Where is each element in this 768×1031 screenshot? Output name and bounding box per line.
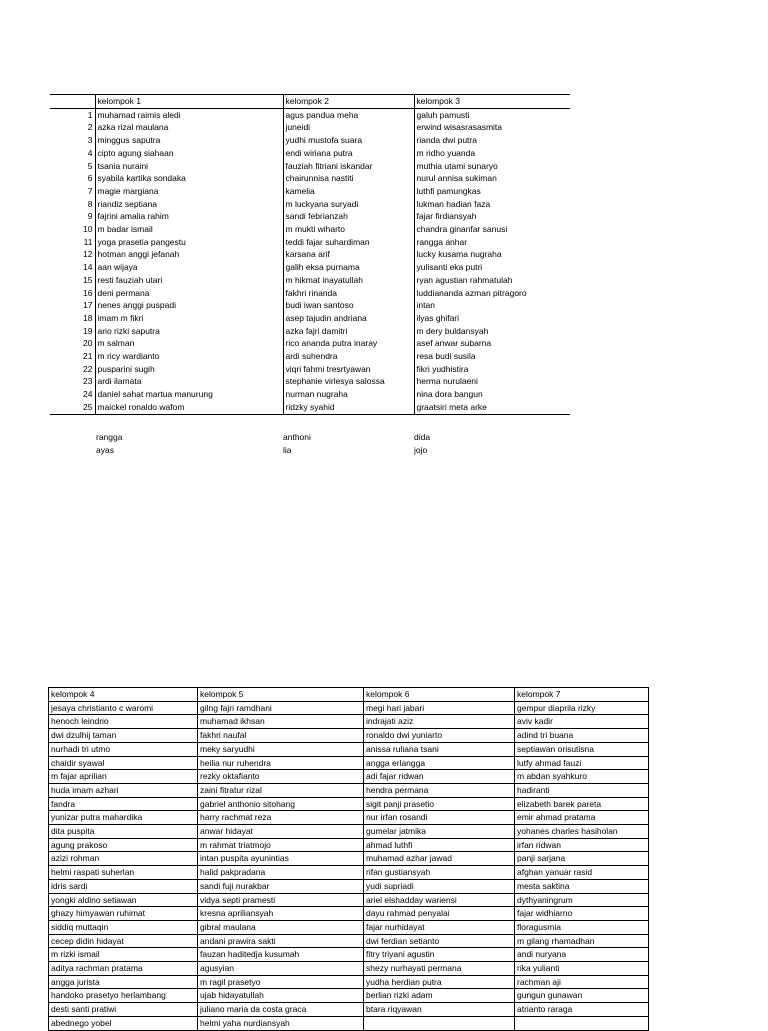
table-row [50, 147, 570, 160]
member-name: azka fajri damitri [283, 325, 414, 338]
group-table-2 [48, 687, 649, 1031]
member-name: luddiananda azman pitragoro [416, 287, 527, 298]
member-name: agung prakoso [49, 838, 198, 852]
member-name: m luckyana suryadi [283, 198, 414, 211]
extra-name: dida [414, 432, 431, 442]
row-number: 19 [50, 325, 95, 338]
member-name: yoga prasetia pangestu [95, 236, 283, 249]
table-row [50, 172, 570, 185]
member-name: m salman [95, 337, 283, 350]
member-name: sandi febrianzah [283, 210, 414, 223]
member-name: lucky kusama nugraha [416, 249, 502, 260]
member-name: chandra ginanfar sanusi [416, 224, 508, 235]
row-number: 23 [50, 375, 95, 388]
table-row [50, 223, 570, 236]
member-name: endi wiriana putra [283, 147, 414, 160]
member-name: helmi raspati suherlan [49, 866, 198, 880]
member-name: adind tri buana [515, 729, 649, 743]
extra-name: jojo [414, 444, 428, 455]
table-row [50, 236, 570, 249]
table-row [49, 879, 649, 893]
member-name: rezky oktafianto [198, 770, 364, 784]
member-name: dita puspita [49, 825, 198, 839]
member-name: kamelia [283, 185, 414, 198]
member-name: m hikmat inayatullah [283, 274, 414, 287]
member-name: intan puspita ayunintias [198, 852, 364, 866]
member-name: aditya rachman pratama [49, 962, 198, 976]
member-name: fakhri naufal [198, 729, 364, 743]
table-header-row [50, 95, 570, 109]
member-name: abednego yobel [49, 1016, 198, 1030]
member-name: sigit panji prasetio [364, 797, 515, 811]
member-name: pusparini sugih [95, 363, 283, 376]
member-name: lukman hadian faza [416, 198, 491, 209]
member-name: megi hari jabari [364, 701, 515, 715]
table-row [50, 312, 570, 325]
member-name: henoch leindrio [49, 715, 198, 729]
table-row [50, 287, 570, 300]
member-name: anwar hidayat [198, 825, 364, 839]
member-name: harry rachmat reza [198, 811, 364, 825]
member-name [364, 1016, 515, 1030]
table-row [50, 363, 570, 376]
member-name: daniel sahat martua manurung [95, 388, 283, 401]
member-name: dythyaningrum [515, 893, 649, 907]
member-name: imam m fikri [95, 312, 283, 325]
member-name: stephanie virlesya salossa [283, 375, 414, 388]
member-name: fajar nurhidayat [364, 920, 515, 934]
row-number: 14 [50, 261, 95, 274]
column-header: kelompok 2 [283, 95, 414, 109]
member-name: mesta saktina [515, 879, 649, 893]
member-name: indrajati aziz [364, 715, 515, 729]
member-name: m ragil prasetyo [198, 975, 364, 989]
table-row [50, 350, 570, 363]
row-number: 21 [50, 350, 95, 363]
member-name: panji sarjana [515, 852, 649, 866]
member-name: handoko prasetyo herlambang [49, 989, 198, 1003]
member-name: dwi ferdian setianto [364, 934, 515, 948]
member-name: kresna apriliansyah [198, 907, 364, 921]
member-name: berlian rizki adam [364, 989, 515, 1003]
member-name: m mukti wiharto [283, 223, 414, 236]
member-name: gempur diaprila rizky [515, 701, 649, 715]
member-name: floragusmia [515, 920, 649, 934]
member-name: m ricy wardianto [95, 350, 283, 363]
member-name: shezy nurhayati permana [364, 962, 515, 976]
column-header: kelompok 3 [414, 95, 570, 109]
member-name: galih eksa purnama [283, 261, 414, 274]
member-name: fandra [49, 797, 198, 811]
member-name: emir ahmad pratama [515, 811, 649, 825]
member-name: agus pandua meha [283, 108, 414, 121]
member-name: yudhi mustofa suara [283, 134, 414, 147]
member-name: gilng fajri ramdhani [198, 701, 364, 715]
member-name: galuh pamusti [416, 109, 470, 120]
member-name: chairunnisa nastiti [283, 172, 414, 185]
member-name: huda imam azhari [49, 783, 198, 797]
row-number: 17 [50, 299, 95, 312]
table-row [50, 388, 570, 401]
member-name: m rizki ismail [49, 948, 198, 962]
column-header: kelompok 7 [515, 688, 649, 702]
row-number: 24 [50, 388, 95, 401]
table-row [49, 1016, 649, 1030]
member-name: helmi yaha nurdiansyah [198, 1016, 364, 1030]
row-number: 9 [50, 210, 95, 223]
row-number: 12 [50, 248, 95, 261]
member-name: nur irfan rosandi [364, 811, 515, 825]
member-name: ardi ilamata [95, 375, 283, 388]
member-name: intan [416, 300, 435, 311]
member-name: fikri yudhistira [416, 363, 469, 374]
member-name: meky saryudhi [198, 742, 364, 756]
member-name: minggus saputra [95, 134, 283, 147]
column-header: kelompok 4 [49, 688, 198, 702]
member-name: rianda dwi putra [416, 135, 477, 146]
table-row [49, 811, 649, 825]
table-row [49, 770, 649, 784]
member-name: teddi fajar suhardiman [283, 236, 414, 249]
member-name: ujab hidayatullah [198, 989, 364, 1003]
member-name: angga erlangga [364, 756, 515, 770]
member-name: dayu rahmad penyalai [364, 907, 515, 921]
table-row [50, 134, 570, 147]
member-name: ario rizki saputra [95, 325, 283, 338]
member-name: zaini fitratur rizal [198, 783, 364, 797]
column-header: kelompok 5 [198, 688, 364, 702]
member-name: yohanes charles hasiholan [515, 825, 649, 839]
member-name: septiawan orisutisna [515, 742, 649, 756]
table-row [49, 852, 649, 866]
member-name: heilia nur ruhendra [198, 756, 364, 770]
member-name: andi nuryana [515, 948, 649, 962]
extra-name: lia [283, 444, 292, 455]
member-name: karsana arif [283, 248, 414, 261]
table-row [50, 261, 570, 274]
member-name: resti fauziah utari [95, 274, 283, 287]
member-name: atrianto raraga [515, 1003, 649, 1017]
row-number: 11 [50, 236, 95, 249]
member-name: budi iwan santoso [283, 299, 414, 312]
row-number: 16 [50, 287, 95, 300]
table-header-row [49, 688, 649, 702]
table-row [49, 825, 649, 839]
member-name: maickel ronaldo wafom [95, 401, 283, 414]
member-name: cipto agung siahaan [95, 147, 283, 160]
member-name: hotman anggi jefanah [95, 248, 283, 261]
member-name: m rahmat triatmojo [198, 838, 364, 852]
table-row [49, 989, 649, 1003]
member-name: rika yulianti [515, 962, 649, 976]
member-name: viqri fahmi tresrtyawan [283, 363, 414, 376]
member-name: ronaldo dwi yuniarto [364, 729, 515, 743]
member-name: deni permana [95, 287, 283, 300]
member-name: dwi dzulhij taman [49, 729, 198, 743]
table-row [50, 325, 570, 338]
row-number: 3 [50, 134, 95, 147]
table-row [49, 1003, 649, 1017]
member-name: azka rizal maulana [95, 121, 283, 134]
table-row [49, 920, 649, 934]
row-number: 15 [50, 274, 95, 287]
row-number: 7 [50, 185, 95, 198]
member-name: juneidi [283, 121, 414, 134]
member-name: m ridho yuanda [416, 147, 476, 158]
group-table-1 [50, 94, 570, 415]
extra-row [96, 444, 436, 457]
member-name: resa budi susila [416, 351, 476, 362]
member-name: magie margiana [95, 185, 283, 198]
member-name: muthia utami sunaryo [416, 160, 498, 171]
row-number: 22 [50, 363, 95, 376]
row-number: 5 [50, 160, 95, 173]
member-name: syabila kartika sondaka [95, 172, 283, 185]
member-name: adi fajar ridwan [364, 770, 515, 784]
row-number: 1 [50, 108, 95, 121]
table-row [50, 248, 570, 261]
member-name: ariel elshadday wariensi [364, 893, 515, 907]
member-name [515, 1016, 649, 1030]
table-row [49, 715, 649, 729]
member-name: cecep didin hidayat [49, 934, 198, 948]
member-name: ardi suhendra [283, 350, 414, 363]
member-name: yunizar putra mahardika [49, 811, 198, 825]
member-name: yudha herdian putra [364, 975, 515, 989]
member-name: rifan gustiansyah [364, 866, 515, 880]
member-name: rachman aji [515, 975, 649, 989]
column-header: kelompok 6 [364, 688, 515, 702]
member-name: herma nurulaeni [416, 376, 478, 387]
member-name: ahmad luthfi [364, 838, 515, 852]
row-number: 25 [50, 401, 95, 414]
member-name: desti santi pratiwi [49, 1003, 198, 1017]
member-name: fauziah fitriani iskandar [283, 160, 414, 173]
member-name: yulisanti eka putri [416, 262, 483, 273]
member-name: m dery buldansyah [416, 325, 489, 336]
member-name: idris sardi [49, 879, 198, 893]
member-name: rangga anhar [416, 236, 468, 247]
table-row [50, 375, 570, 388]
member-name: m abdan syahkuro [515, 770, 649, 784]
member-name: muhamad azhar jawad [364, 852, 515, 866]
member-name: nurhadi tri utmo [49, 742, 198, 756]
table-row [50, 108, 570, 121]
row-number: 10 [50, 223, 95, 236]
member-name: yongki aldino setiawan [49, 893, 198, 907]
column-header: kelompok 1 [95, 95, 283, 109]
member-name: muhamad raimis aledi [95, 108, 283, 121]
table-row [49, 962, 649, 976]
table-row [49, 729, 649, 743]
member-name: fauzan haditedja kusumah [198, 948, 364, 962]
member-name: fajar firdiansyah [416, 211, 477, 222]
table-row [50, 160, 570, 173]
extra-name: ayas [96, 444, 114, 455]
member-name: vidya septi pramesti [198, 893, 364, 907]
extra-name: anthoni [283, 432, 311, 442]
member-name: afghan yanuar rasid [515, 866, 649, 880]
table-row [49, 742, 649, 756]
member-name: hadiranti [515, 783, 649, 797]
member-name: ryan agustian rahmatulah [416, 274, 513, 285]
member-name: agusyian [198, 962, 364, 976]
member-name: tsania nuraini [95, 160, 283, 173]
member-name: nurul annisa sukiman [416, 173, 497, 184]
row-number: 20 [50, 337, 95, 350]
member-name: jesaya christianto c waromi [49, 701, 198, 715]
row-number: 18 [50, 312, 95, 325]
member-name: sandi fuji nurakbar [198, 879, 364, 893]
member-name: gumelar jatmika [364, 825, 515, 839]
member-name: halid pakpradana [198, 866, 364, 880]
member-name: m fajar aprilian [49, 770, 198, 784]
member-name: asef anwar subarna [416, 338, 492, 349]
member-name: elizabeth barek pareta [515, 797, 649, 811]
member-name: aan wijaya [95, 261, 283, 274]
table-row [49, 907, 649, 921]
table-row [49, 893, 649, 907]
member-name: lutfy ahmad fauzi [515, 756, 649, 770]
row-number: 8 [50, 198, 95, 211]
member-name: gibral maulana [198, 920, 364, 934]
member-name: erwind wisasrasasmita [416, 122, 502, 133]
member-name: asep tajudin andriana [283, 312, 414, 325]
member-name: gabriel anthonio sitohang [198, 797, 364, 811]
member-name: ridzky syahid [283, 401, 414, 414]
member-name: siddiq muttaqin [49, 920, 198, 934]
member-name: graatsiri meta arke [414, 401, 570, 414]
table-row [49, 948, 649, 962]
member-name: andani prawira sakti [198, 934, 364, 948]
member-name: nurman nugraha [283, 388, 414, 401]
row-number: 4 [50, 147, 95, 160]
member-name: aviv kadir [515, 715, 649, 729]
member-name: nenes anggi puspadi [95, 299, 283, 312]
member-name: juliano maria da costa graca [198, 1003, 364, 1017]
member-name: fajar widhiarno [515, 907, 649, 921]
table-row [49, 797, 649, 811]
table-row [50, 185, 570, 198]
member-name: anissa ruliana tsani [364, 742, 515, 756]
table-row [50, 337, 570, 350]
table-row [50, 401, 570, 414]
member-name: irfan ridwan [515, 838, 649, 852]
member-name: hendra permana [364, 783, 515, 797]
member-name: azizi rohman [49, 852, 198, 866]
member-name: rico ananda putra inaray [283, 337, 414, 350]
extra-name: rangga [96, 432, 123, 442]
member-name: btara riqyawan [364, 1003, 515, 1017]
extra-names [96, 431, 436, 456]
extra-row [96, 431, 436, 444]
member-name: ghazy himyawan ruhimat [49, 907, 198, 921]
member-name: fitry triyani agustin [364, 948, 515, 962]
table-row [50, 121, 570, 134]
member-name: ilyas ghifari [416, 312, 460, 323]
member-name: yudi supriadi [364, 879, 515, 893]
table-row [49, 838, 649, 852]
table-row [49, 934, 649, 948]
table-row [50, 210, 570, 223]
row-number: 2 [50, 121, 95, 134]
member-name: nina dora bangun [416, 389, 483, 400]
table-row [49, 783, 649, 797]
member-name: fajrini amalia rahim [95, 210, 283, 223]
member-name: m badar ismail [95, 223, 283, 236]
table-row [50, 299, 570, 312]
member-name: muhamad ikhsan [198, 715, 364, 729]
member-name: angga jurista [49, 975, 198, 989]
member-name: m gilang rhamadhan [515, 934, 649, 948]
table-row [49, 756, 649, 770]
member-name: chaidir syawal [49, 756, 198, 770]
table-row [50, 274, 570, 287]
table-row [49, 866, 649, 880]
row-number: 6 [50, 172, 95, 185]
column-header [50, 95, 95, 109]
table-row [49, 975, 649, 989]
table-row [50, 198, 570, 211]
member-name: luthfi pamungkas [416, 185, 481, 196]
member-name: fakhri rinanda [283, 287, 414, 300]
member-name: gungun gunawan [515, 989, 649, 1003]
table-row [49, 701, 649, 715]
member-name: riandiz septiana [95, 198, 283, 211]
